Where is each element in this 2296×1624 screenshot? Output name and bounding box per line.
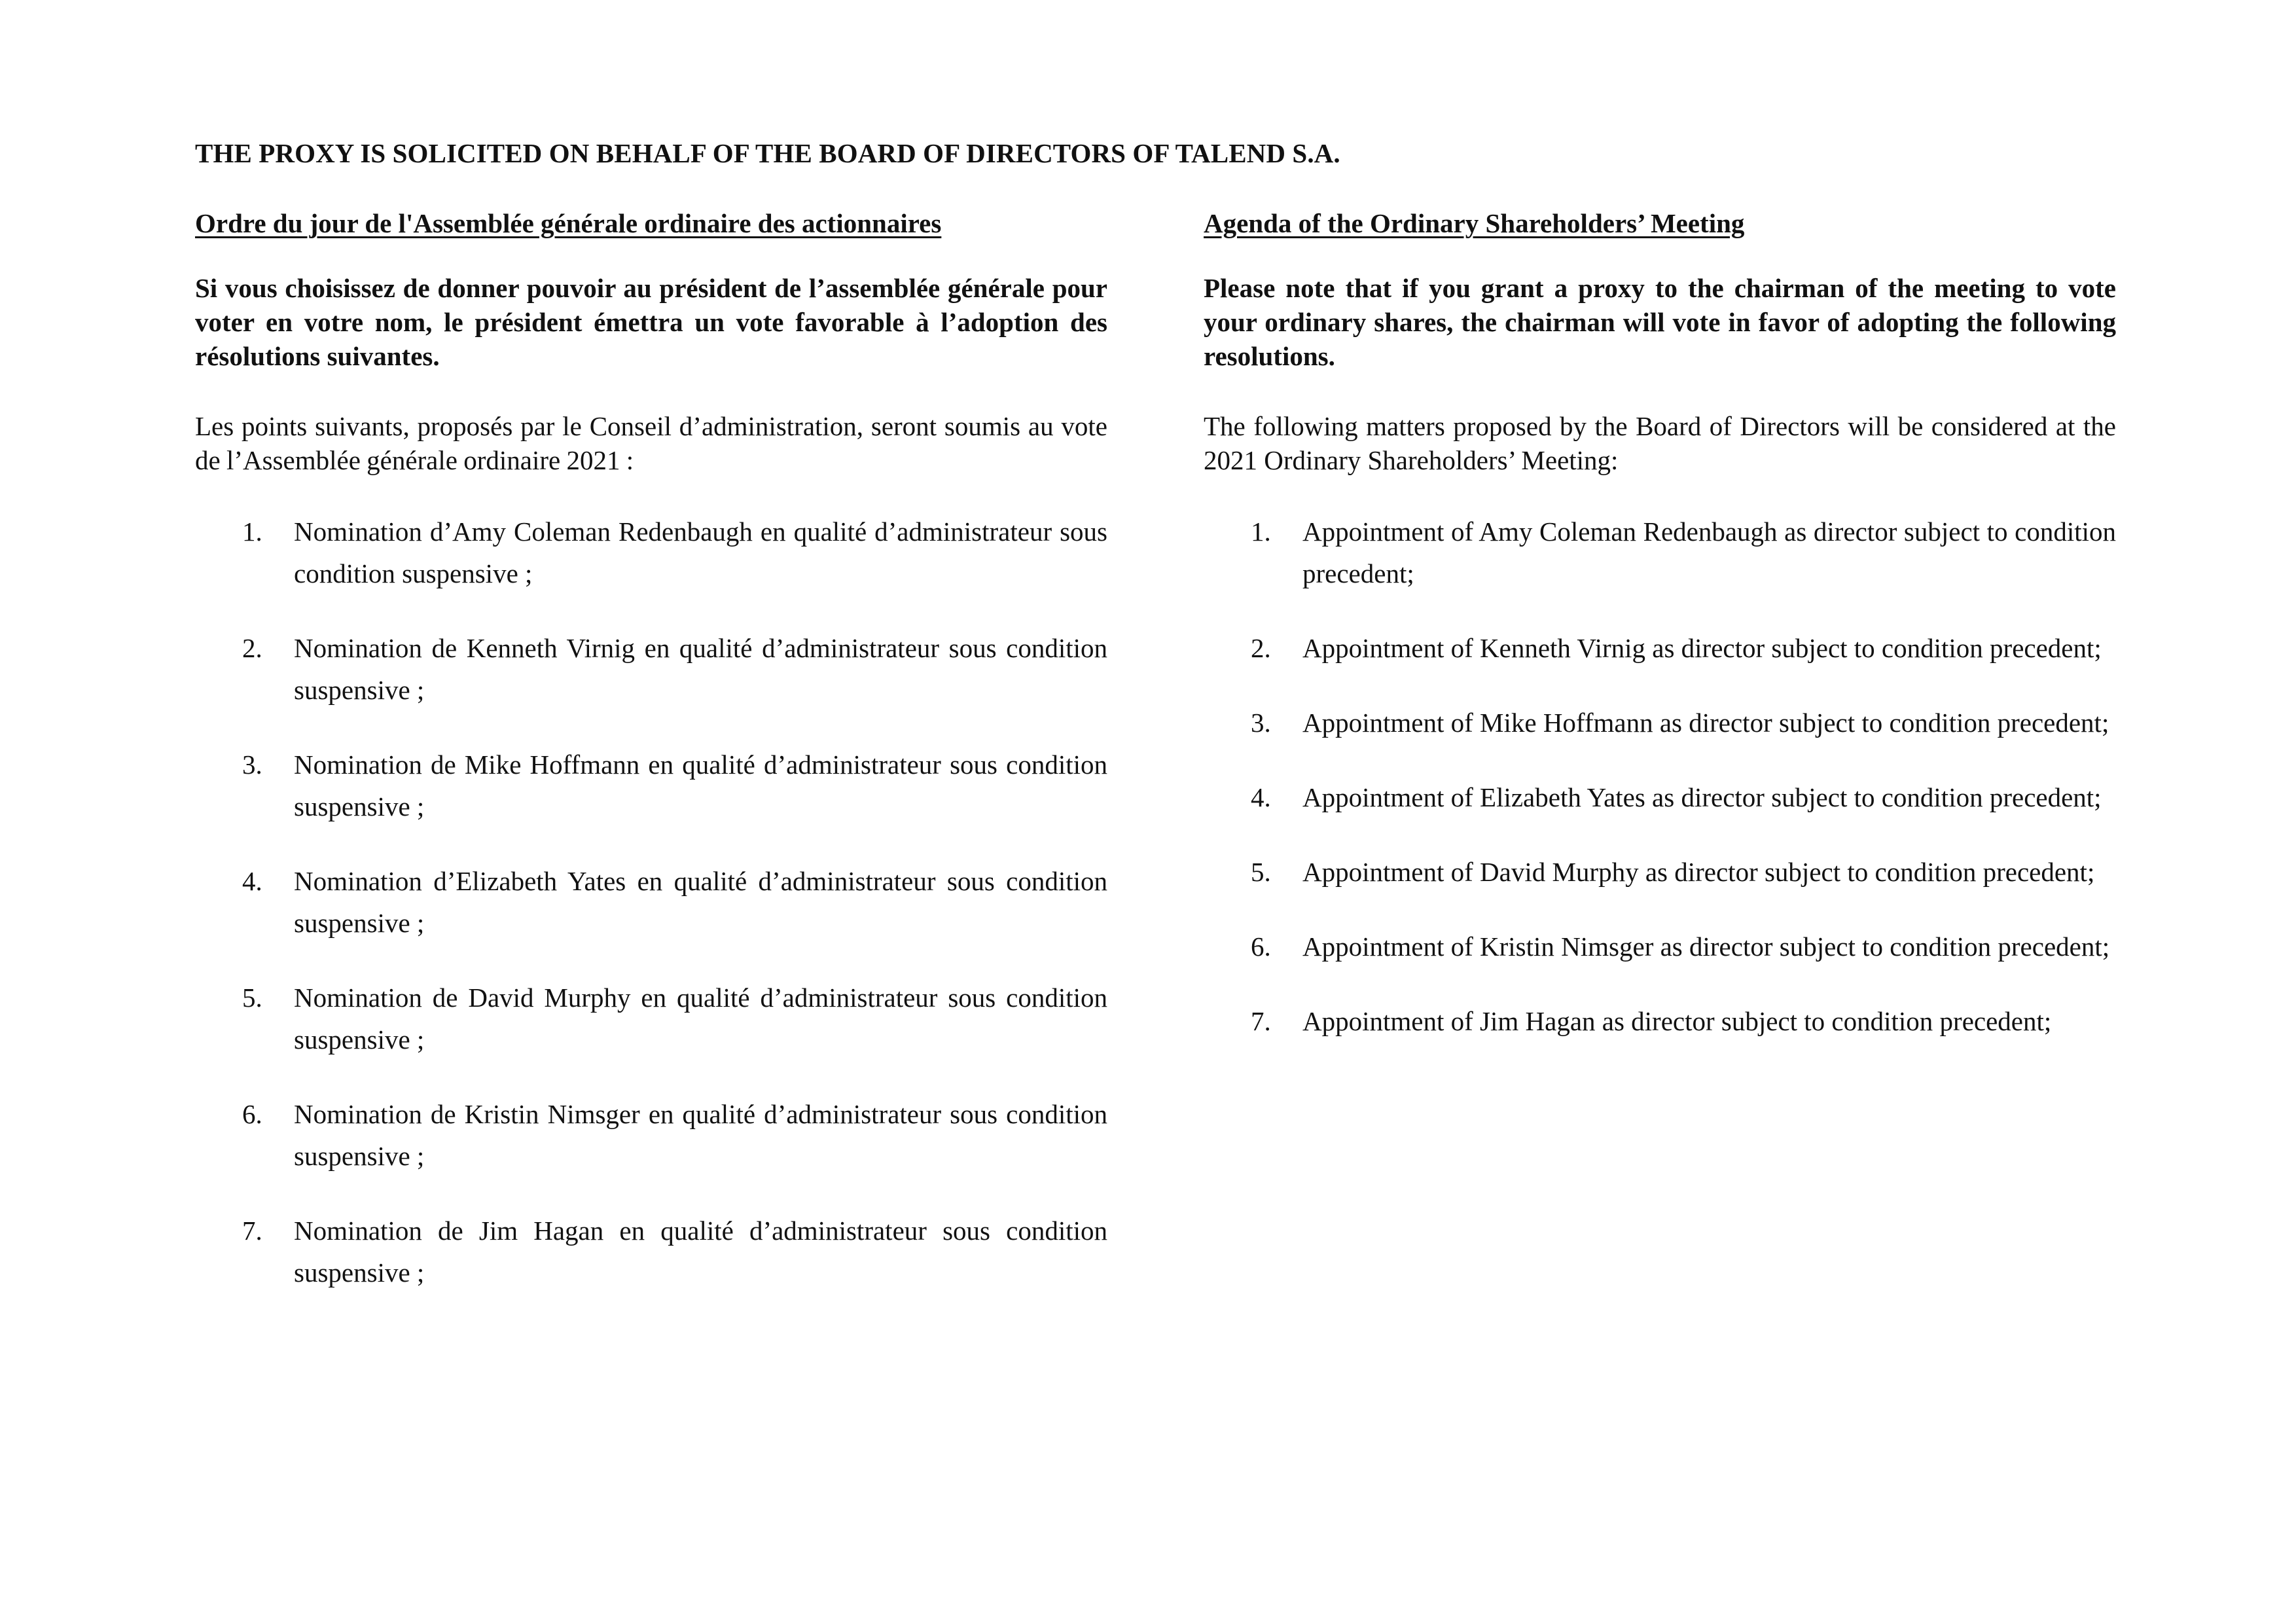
item-number: 6. — [242, 1099, 262, 1129]
english-agenda-item — [1204, 776, 2116, 818]
french-agenda-item — [195, 627, 1107, 711]
english-agenda-item — [1204, 702, 2116, 744]
english-agenda-item — [1204, 926, 2116, 967]
item-number: 6. — [1251, 931, 1271, 962]
item-number: 4. — [1251, 782, 1271, 812]
english-agenda-item — [1204, 851, 2116, 893]
item-number: 1. — [242, 516, 262, 547]
french-column — [195, 206, 1107, 1326]
french-agenda-list — [195, 511, 1107, 1293]
english-agenda-heading: Agenda of the Ordinary Shareholders’ Meeting — [1204, 208, 1745, 238]
item-number: 7. — [1251, 1006, 1271, 1036]
item-text: Nomination de Kristin Nimsger en qualité d’administrateur sous condition suspensive ; — [294, 1099, 1107, 1171]
item-number: 4. — [242, 866, 262, 896]
french-agenda-item — [195, 860, 1107, 944]
item-number: 2. — [242, 633, 262, 663]
english-agenda-item — [1204, 627, 2116, 669]
item-number: 5. — [242, 983, 262, 1013]
item-number: 3. — [242, 749, 262, 780]
french-agenda-heading: Ordre du jour de l'Assemblée générale ordinaire des actionnaires — [195, 208, 942, 238]
page-title: THE PROXY IS SOLICITED ON BEHALF OF THE BOARD OF DIRECTORS OF TALEND S.A. — [195, 138, 1340, 168]
item-text: Appointment of Kenneth Virnig as director subject to condition precedent; — [1302, 633, 2102, 663]
english-column — [1204, 206, 2116, 1075]
item-text: Appointment of Kristin Nimsger as director subject to condition precedent; — [1302, 931, 2110, 962]
item-text: Appointment of Mike Hoffmann as director subject to condition precedent; — [1302, 708, 2109, 738]
item-text: Appointment of Amy Coleman Redenbaugh as director subject to condition precedent; — [1302, 516, 2116, 588]
english-proxy-notice: Please note that if you grant a proxy to the chairman of the meeting to vote your ordinary shares, the chairman will vote in favor of adopting the following resolutions. — [1204, 273, 2116, 371]
item-text: Appointment of David Murphy as director subject to condition precedent; — [1302, 857, 2095, 887]
item-text: Nomination de Kenneth Virnig en qualité d’administrateur sous condition suspensive ; — [294, 633, 1107, 705]
french-intro: Les points suivants, proposés par le Conseil d’administration, seront soumis au vote de l’Assemblée générale ordinaire 2021 : — [195, 411, 1107, 475]
item-number: 3. — [1251, 708, 1271, 738]
item-text: Appointment of Jim Hagan as director subject to condition precedent; — [1302, 1006, 2052, 1036]
item-text: Nomination d’Amy Coleman Redenbaugh en qualité d’administrateur sous condition suspensive ; — [294, 516, 1107, 588]
english-intro: The following matters proposed by the Board of Directors will be considered at the 2021 Ordinary Shareholders’ Meeting: — [1204, 411, 2116, 475]
english-agenda-item — [1204, 1000, 2116, 1042]
item-number: 2. — [1251, 633, 1271, 663]
item-text: Nomination de Jim Hagan en qualité d’administrateur sous condition suspensive ; — [294, 1216, 1107, 1288]
item-text: Nomination de David Murphy en qualité d’administrateur sous condition suspensive ; — [294, 983, 1107, 1055]
french-agenda-item — [195, 744, 1107, 827]
french-agenda-item — [195, 511, 1107, 594]
item-text: Nomination d’Elizabeth Yates en qualité d’administrateur sous condition suspensive ; — [294, 866, 1107, 938]
english-agenda-item — [1204, 511, 2116, 594]
french-agenda-item — [195, 1093, 1107, 1177]
item-text: Appointment of Elizabeth Yates as director subject to condition precedent; — [1302, 782, 2102, 812]
french-proxy-notice: Si vous choisissez de donner pouvoir au président de l’assemblée générale pour voter en votre nom, le président émettra un vote favorable à l’adoption des résolutions suivantes. — [195, 273, 1107, 371]
english-agenda-list — [1204, 511, 2116, 1042]
item-text: Nomination de Mike Hoffmann en qualité d’administrateur sous condition suspensive ; — [294, 749, 1107, 821]
french-agenda-item — [195, 1210, 1107, 1293]
item-number: 7. — [242, 1216, 262, 1246]
french-agenda-item — [195, 977, 1107, 1060]
item-number: 1. — [1251, 516, 1271, 547]
item-number: 5. — [1251, 857, 1271, 887]
